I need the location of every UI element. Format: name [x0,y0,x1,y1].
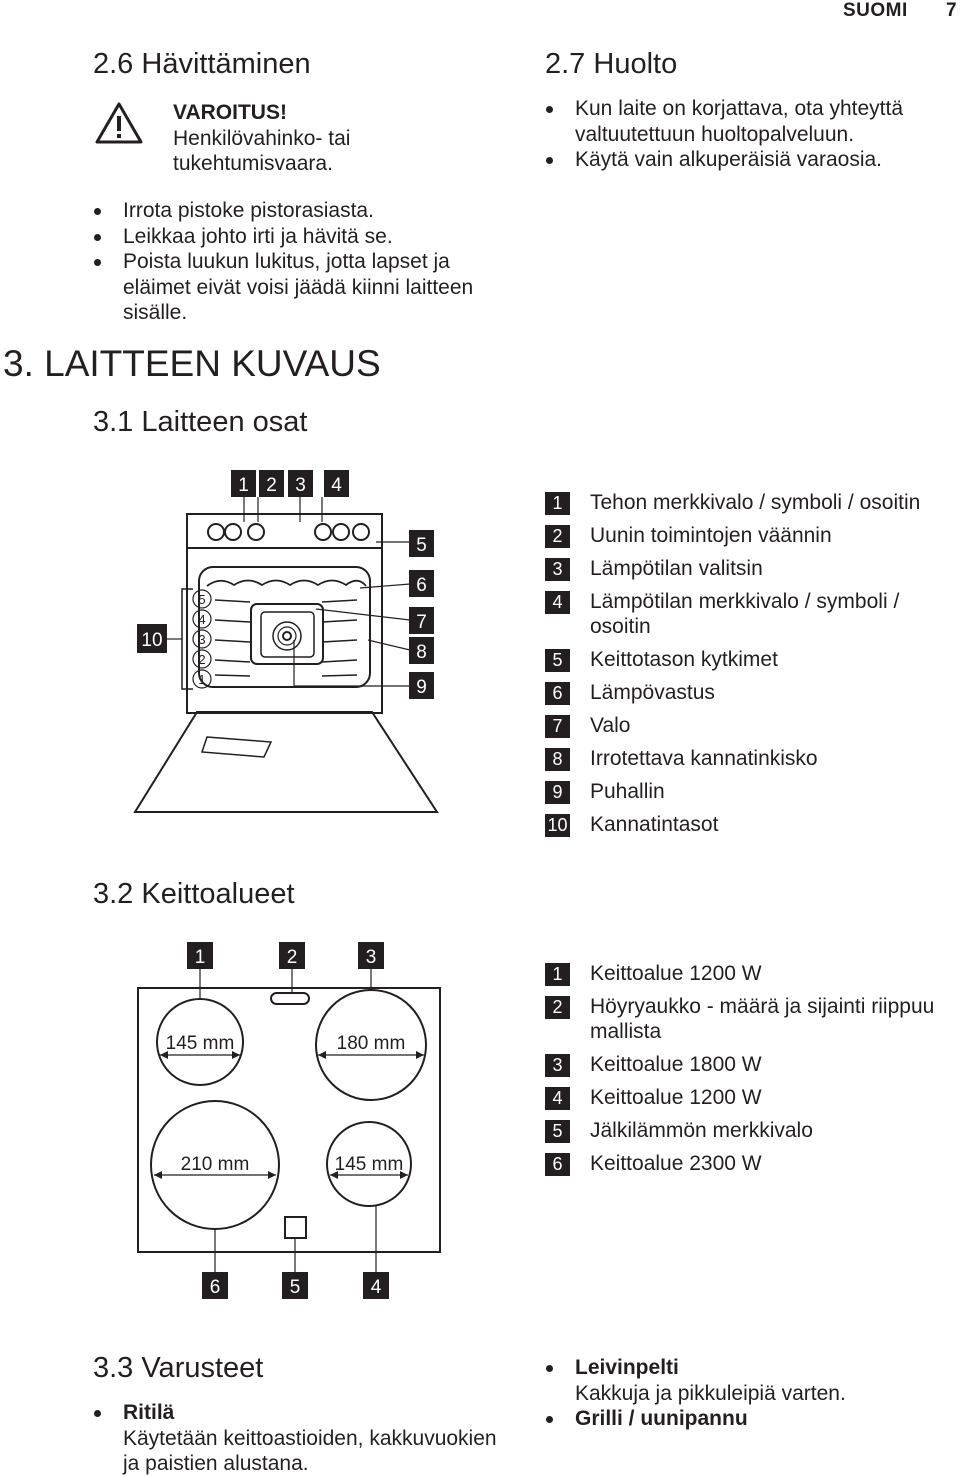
accessories-list-left [94,1400,514,1477]
section-3-1-title: 3.1 Laitteen osat [93,406,308,438]
oven-label-9: 9 [416,677,427,698]
hob-label-2: 2 [286,947,298,968]
disposal-list [94,198,514,326]
list-item: Käytä vain alkuperäisiä varaosia. [546,147,946,173]
section-3-3-title: 3.3 Varusteet [93,1352,264,1384]
header-language: SUOMI [843,0,908,21]
list-item: 1 Keittoalue 1200 W [545,961,955,986]
list-item: 4 Keittoalue 1200 W [545,1085,955,1110]
zone-size-label: 210 mm [180,1154,250,1175]
oven-diagram [130,465,450,825]
zone-size-label: 145 mm [334,1154,404,1175]
list-item: 3 Lämpötilan valitsin [545,556,955,581]
shelf-label: 2 [198,652,206,667]
oven-label-10: 10 [141,630,163,651]
oven-label-1: 1 [238,475,249,496]
list-item: Leikkaa johto irti ja hävitä se. [94,224,514,250]
warning-text-2: tukehtumisvaara. [173,152,333,175]
section-2-6-title: 2.6 Hävittäminen [93,48,311,80]
list-item: 3 Keittoalue 1800 W [545,1052,955,1077]
warning-block [173,100,350,177]
hob-label-5: 5 [289,1277,301,1298]
shelf-label: 3 [198,632,206,647]
hob-diagram [130,935,450,1305]
shelf-label: 5 [198,592,206,607]
zone-size-label: 145 mm [165,1033,235,1054]
list-item: 6 Keittoalue 2300 W [545,1151,955,1176]
oven-label-8: 8 [416,642,427,663]
chapter-3-title: 3. LAITTEEN KUVAUS [3,343,381,384]
oven-label-4: 4 [331,475,342,496]
shelf-label: 4 [198,612,206,627]
warning-icon [95,101,143,145]
list-item: 5 Keittotason kytkimet [545,647,955,672]
list-item: Irrota pistoke pistorasiasta. [94,198,514,224]
hob-label-3: 3 [365,947,377,968]
list-item: 5 Jälkilämmön merkkivalo [545,1118,955,1143]
section-3-2-title: 3.2 Keittoalueet [93,878,295,910]
list-item: 7 Valo [545,713,955,738]
list-item: Kun laite on korjattava, ota yhteyttä valtuutettuun huoltopalveluun. [546,96,946,147]
oven-label-2: 2 [266,475,277,496]
service-list [546,96,946,173]
oven-label-5: 5 [416,535,427,556]
list-item: 1 Tehon merkkivalo / symboli / osoitin [545,490,955,515]
list-item: 2 Höyryaukko - määrä ja sijainti riippuu mallista [545,994,955,1044]
hob-label-1: 1 [194,947,206,968]
warning-title: VAROITUS! [173,101,287,124]
oven-label-6: 6 [416,575,427,596]
page-number: 7 [946,0,958,21]
section-2-7-title: 2.7 Huolto [545,48,678,80]
hob-label-4: 4 [370,1277,382,1298]
oven-label-3: 3 [295,475,306,496]
oven-label-7: 7 [416,612,427,633]
list-item: Poista luukun lukitus, jotta lapset ja eläimet eivät voisi jäädä kiinni laitteen sisälle. [94,249,514,326]
hob-label-6: 6 [209,1277,221,1298]
list-item: Ritilä Käytetään keittoastioiden, kakkuvuokien ja paistien alustana. [94,1400,514,1477]
list-item: 8 Irrotettava kannatinkisko [545,746,955,771]
shelf-label: 1 [198,672,206,687]
zone-size-label: 180 mm [336,1033,406,1054]
list-item: 2 Uunin toimintojen väännin [545,523,955,548]
cooking-zones-legend [545,961,955,1184]
list-item: Leivinpelti Kakkuja ja pikkuleipiä varten. [546,1355,946,1406]
list-item: Grilli / uunipannu [546,1406,946,1432]
accessories-list-right [546,1355,946,1432]
list-item: 4 Lämpötilan merkkivalo / symboli / osoitin [545,589,955,639]
oven-parts-legend [545,490,955,845]
list-item: 10 Kannatintasot [545,812,955,837]
list-item: 9 Puhallin [545,779,955,804]
warning-text-1: Henkilövahinko- tai [173,126,351,150]
list-item: 6 Lämpövastus [545,680,955,705]
